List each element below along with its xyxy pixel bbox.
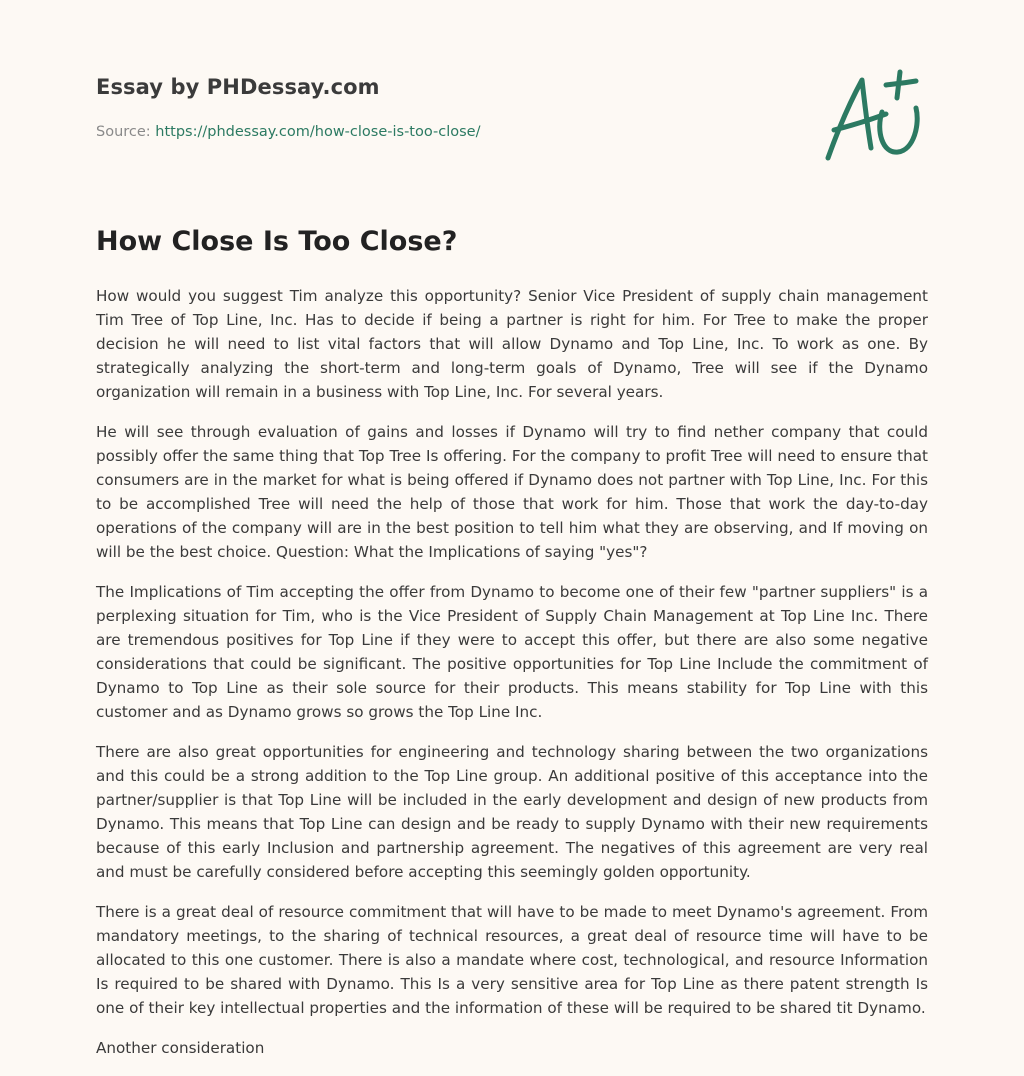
essay-paragraph: There is a great deal of resource commitment that will have to be made to meet Dynamo's agreement. From mandatory meetings, to the sharing of technical resources, a great deal of resource time will have to be allocated to this one customer. There is also a mandate where cost, technological, and resource Information Is required to be shared with Dynamo. This Is a very sensitive area for Top Line as there patent strength Is one of their key intellectual properties and the information of these will be required to be shared tit Dynamo. [96,903,928,1017]
essay-title: How Close Is Too Close? [96,226,458,257]
source-label: Source: [96,124,156,140]
a-plus-grade-icon [824,68,924,164]
source-line [96,124,480,140]
essay-paragraph: The Implications of Tim accepting the offer from Dynamo to become one of their few "partner suppliers" is a perplexing situation for Tim, who is the Vice President of Supply Chain Management at Top Line Inc. There are tremendous positives for Top Line if they were to accept this offer, but there are also some negative considerations that could be significant. The positive opportunities for Top Line Include the commitment of Dynamo to Top Line as their sole source for their products. This means stability for Top Line with this customer and as Dynamo grows so grows the Top Line Inc. [96,583,928,721]
essay-paragraph: There are also great opportunities for engineering and technology sharing between the two organizations and this could be a strong addition to the Top Line group. An additional positive of this acceptance into the partner/supplier is that Top Line will be included in the early development and design of new products from Dynamo. This means that Top Line can design and be ready to supply Dynamo with their new requirements because of this early Inclusion and partnership agreement. The negatives of this agreement are very real and must be carefully considered before accepting this seemingly golden opportunity. [96,743,928,881]
essay-paragraph: He will see through evaluation of gains and losses if Dynamo will try to find nether company that could possibly offer the same thing that Top Tree Is offering. For the company to profit Tree will need to ensure that consumers are in the market for what is being offered if Dynamo does not partner with Top Line, Inc. For this to be accomplished Tree will need the help of those that work for him. Those that work the day-to-day operations of the company will are in the best position to tell him what they are observing, and If moving on will be the best choice. Question: What the Implications of saying "yes"? [96,423,928,561]
source-link[interactable]: https://phdessay.com/how-close-is-too-close/ [155,124,481,140]
essay-paragraph: Another consideration [96,1039,265,1057]
essay-paragraph: How would you suggest Tim analyze this opportunity? Senior Vice President of supply chain management Tim Tree of Top Line, Inc. Has to decide if being a partner is right for him. For Tree to make the proper decision he will need to list vital factors that will allow Dynamo and Top Line, Inc. To work as one. By strategically analyzing the short-term and long-term goals of Dynamo, Tree will see if the Dynamo organization will remain in a business with Top Line, Inc. For several years. [96,287,928,401]
essay-body [96,284,928,1076]
site-brand: Essay by PHDessay.com [96,75,380,99]
